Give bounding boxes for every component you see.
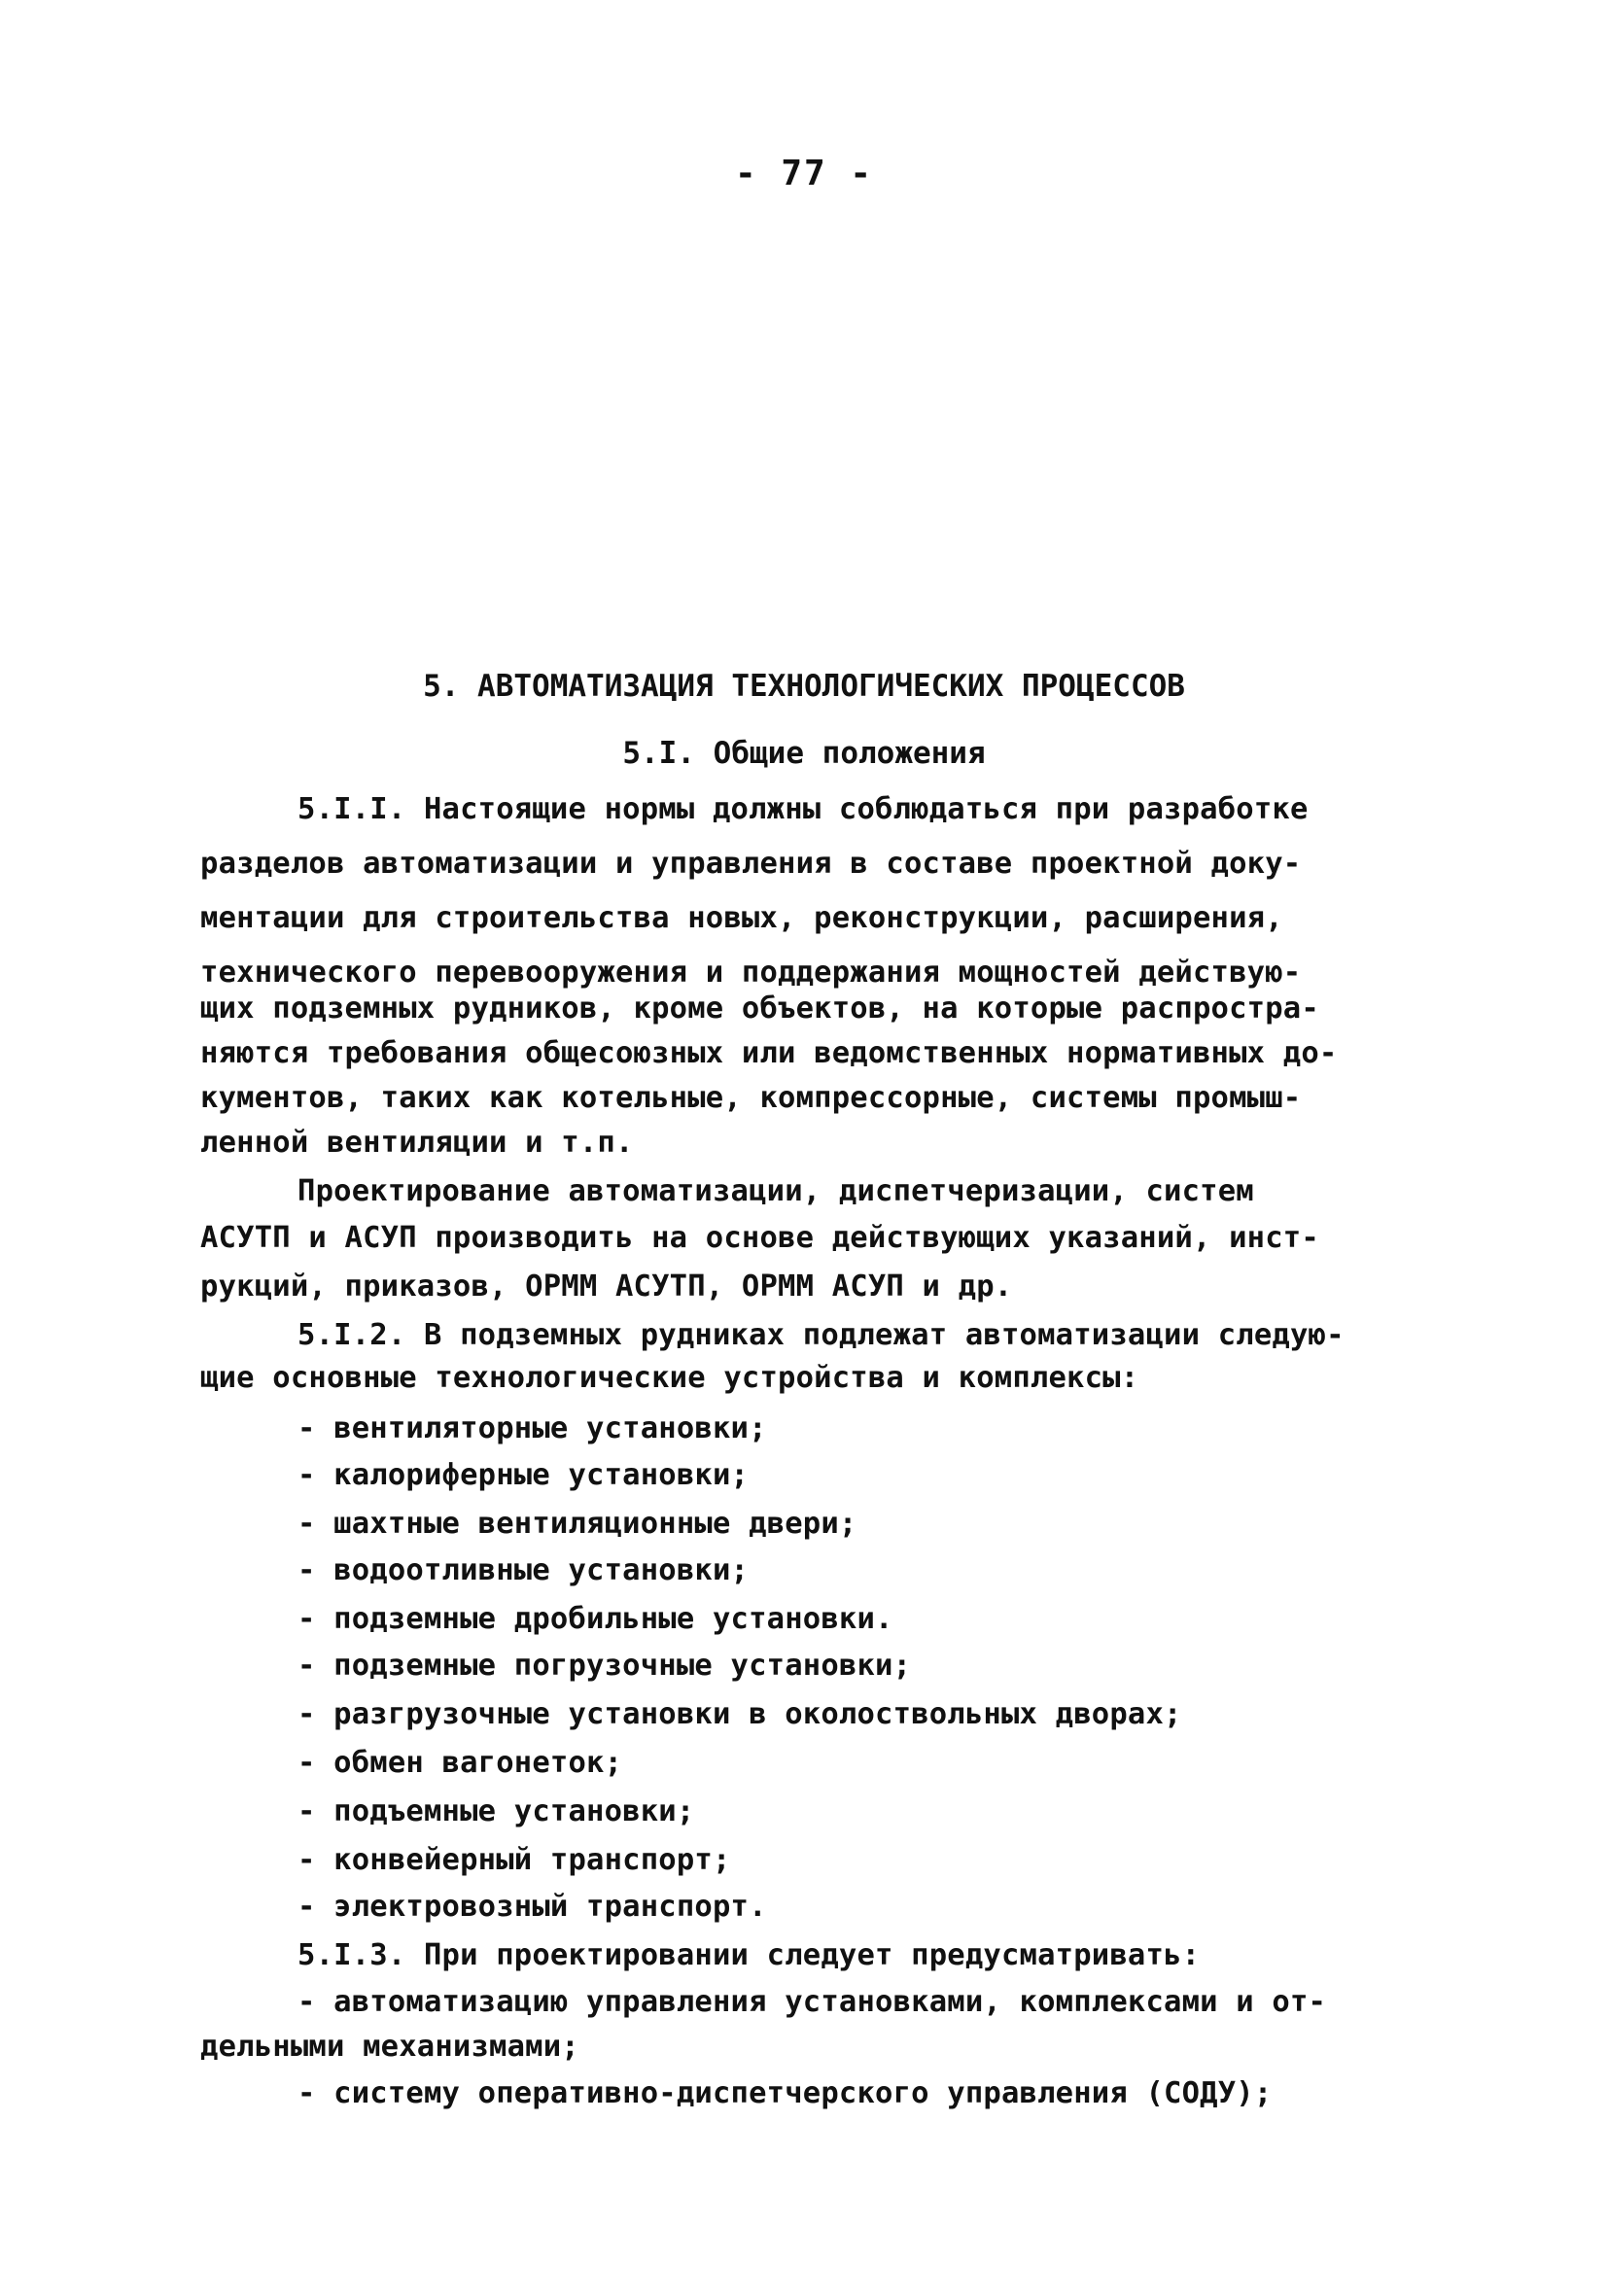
paragraph-line: няются требования общесоюзных или ведомственных нормативных до- [200, 1036, 1338, 1070]
paragraph-line: АСУТП и АСУП производить на основе действующих указаний, инст- [200, 1221, 1319, 1255]
list-item: - водоотливные установки; [297, 1553, 750, 1587]
list-item: - подземные дробильные установки. [297, 1602, 893, 1636]
list-item: - электровозный транспорт. [297, 1890, 767, 1924]
paragraph-line: технического перевооружения и поддержания мощностей действую- [200, 956, 1302, 990]
paragraph-line: Проектирование автоматизации, диспетчеризации, систем [297, 1174, 1254, 1208]
paragraph-line: кументов, таких как котельные, компрессорные, системы промыш- [200, 1081, 1302, 1115]
list-item: - вентиляторные установки; [297, 1411, 767, 1445]
paragraph-line: щих подземных рудников, кроме объектов, на которые распростра- [200, 991, 1319, 1026]
list-item: - конвейерный транспорт; [297, 1843, 731, 1877]
list-item: - автоматизацию управления установками, комплексами и от- [297, 1985, 1327, 2019]
subsection-title: 5.I. Общие положения [622, 736, 986, 771]
page-number: - 77 - [734, 154, 874, 193]
paragraph-line: рукций, приказов, ОРММ АСУТП, ОРММ АСУП и др. [200, 1270, 1013, 1304]
list-item: - разгрузочные установки в околоствольных дворах; [297, 1697, 1182, 1731]
paragraph-line: разделов автоматизации и управления в составе проектной доку- [200, 847, 1302, 881]
list-item: - шахтные вентиляционные двери; [297, 1507, 857, 1541]
paragraph-line: 5.I.2. В подземных рудниках подлежат автоматизации следую- [297, 1318, 1345, 1352]
paragraph-line: ментации для строительства новых, реконструкции, расширения, [200, 901, 1283, 935]
paragraph-line: 5.I.3. При проектировании следует предусматривать: [297, 1938, 1201, 1972]
paragraph-line: щие основные технологические устройства и комплексы: [200, 1361, 1139, 1395]
list-item: - систему оперативно-диспетчерского управления (СОДУ); [297, 2076, 1273, 2110]
list-item: - подъемные установки; [297, 1794, 695, 1828]
list-item: - подземные погрузочные установки; [297, 1649, 912, 1683]
list-item: - обмен вагонеток; [297, 1746, 623, 1780]
list-item: - калориферные установки; [297, 1458, 750, 1492]
list-item: дельными механизмами; [200, 2030, 579, 2064]
paragraph-line: ленной вентиляции и т.п. [200, 1126, 634, 1160]
paragraph-line: 5.I.I. Настоящие нормы должны соблюдаться при разработке [297, 792, 1309, 826]
section-title: 5. АВТОМАТИЗАЦИЯ ТЕХНОЛОГИЧЕСКИХ ПРОЦЕССОВ [423, 669, 1185, 704]
